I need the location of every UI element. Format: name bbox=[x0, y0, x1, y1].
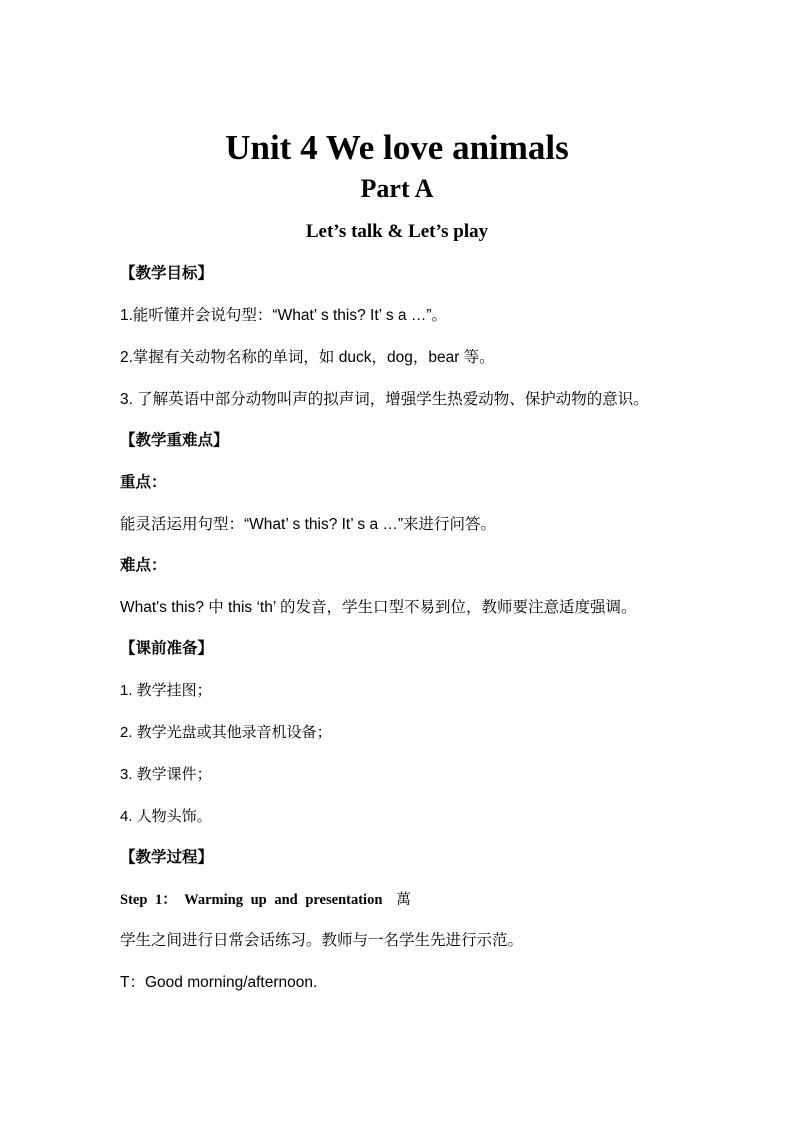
key-point-text: 能灵活运用句型：“What’ s this? It’ s a …”来进行问答。 bbox=[120, 516, 497, 533]
document-title: Unit 4 We love animals bbox=[225, 128, 569, 167]
dialogue-line-1: T：Good morning/afternoon. bbox=[120, 974, 318, 991]
heading-preparation: 【课前准备】 bbox=[120, 640, 214, 657]
objective-1: 1.能听懂并会说句型：“What’ s this? It’ s a …”。 bbox=[120, 307, 447, 324]
prep-item-4: 4. 人物头饰。 bbox=[120, 808, 212, 825]
document-subtitle: Part A bbox=[360, 174, 434, 203]
heading-process: 【教学过程】 bbox=[120, 849, 214, 866]
step-glyph: 萬 bbox=[396, 892, 411, 908]
difficulty-text: What's this? 中 this ‘th’ 的发音，学生口型不易到位，教师要注意适度强调。 bbox=[120, 599, 637, 616]
heading-objectives: 【教学目标】 bbox=[120, 265, 214, 282]
section-title: Let’s talk & Let’s play bbox=[305, 221, 489, 242]
step-1-text: 学生之间进行日常会话练习。教师与一名学生先进行示范。 bbox=[120, 932, 524, 949]
step-1-heading bbox=[120, 890, 411, 910]
prep-item-3: 3. 教学课件； bbox=[120, 766, 212, 783]
prep-item-1: 1. 教学挂图； bbox=[120, 682, 212, 699]
objective-3: 3. 了解英语中部分动物叫声的拟声词，增强学生热爱动物、保护动物的意识。 bbox=[120, 391, 649, 408]
label-difficulty: 难点： bbox=[120, 557, 167, 574]
heading-key-points: 【教学重难点】 bbox=[120, 432, 229, 449]
objective-2: 2.掌握有关动物名称的单词，如 duck，dog，bear 等。 bbox=[120, 349, 495, 366]
prep-item-2: 2. 教学光盘或其他录音机设备； bbox=[120, 724, 332, 741]
label-key-point: 重点： bbox=[120, 474, 167, 491]
step-1-label: Step 1： Warming up and presentation bbox=[120, 892, 383, 908]
